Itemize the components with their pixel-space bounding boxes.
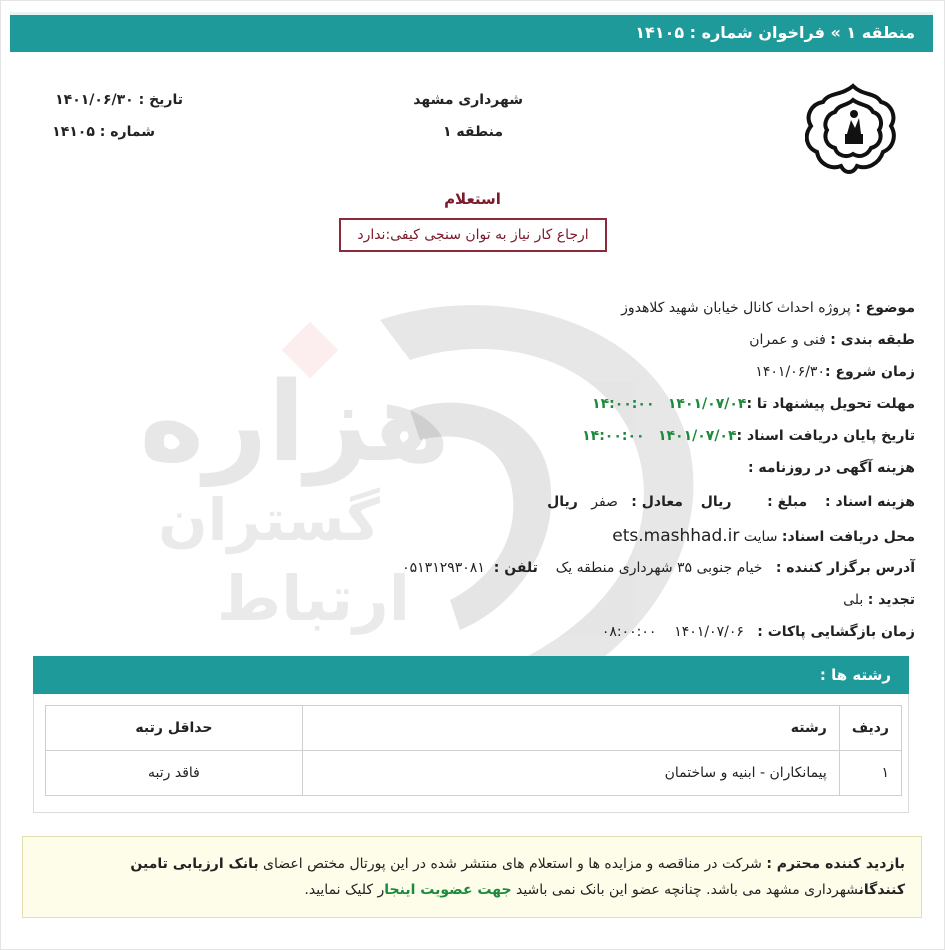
address-value: خیام جنوبی ۳۵ شهرداری منطقه یک: [555, 560, 763, 576]
phone-value: ۰۵۱۳۱۲۹۳۰۸۱: [402, 560, 485, 576]
renew-label: تجدید :: [867, 592, 915, 608]
doc-cost-rial1: ریال: [700, 494, 732, 510]
doc-place-value: سایت: [739, 529, 782, 545]
doc-cost-equiv-label: معادل :: [631, 494, 683, 510]
org-region: منطقه ۱: [442, 124, 503, 140]
doc-end-row: [582, 428, 915, 444]
cell-row-number: ۱: [839, 751, 901, 796]
start-value: ۱۴۰۱/۰۶/۳۰: [755, 364, 825, 380]
deadline-date: ۱۴۰۱/۰۷/۰۴: [667, 396, 747, 412]
category-label: طبقه بندی :: [830, 332, 915, 348]
fields-section: [33, 656, 909, 812]
doc-cost-rial2: ریال: [547, 494, 578, 510]
opening-row: [602, 624, 915, 640]
column-header-field: رشته: [302, 706, 839, 751]
visitor-notice-text: [35, 851, 905, 903]
subject-row: [621, 300, 915, 316]
doc-end-label: تاریخ پایان دریافت اسناد :: [736, 428, 915, 444]
opening-date: ۱۴۰۱/۰۷/۰۶: [674, 624, 744, 640]
renew-row: [843, 592, 915, 608]
category-value: فنی و عمران: [749, 332, 831, 348]
quality-assessment-note: ارجاع کار نیاز به توان سنجی کیفی:ندارد: [339, 218, 607, 252]
mashhad-municipality-logo: [805, 82, 901, 178]
deadline-row: [592, 396, 915, 412]
notice-text-1: شرکت در مناقصه و مزایده ها و استعلام های منتشر شده در این پورتال مختص اعضای: [258, 856, 767, 872]
table-header-row: [46, 706, 902, 751]
notice-text-2: شهرداری مشهد می باشد. چنانچه عضو این بانک نمی باشید: [511, 882, 859, 898]
cell-min-rank: فاقد رتبه: [46, 751, 303, 796]
doc-cost-amount-label: مبلغ :: [767, 494, 808, 510]
deadline-time: ۱۴:۰۰:۰۰: [592, 396, 655, 412]
doc-end-time: ۱۴:۰۰:۰۰: [582, 428, 645, 444]
fields-table: [45, 705, 902, 796]
renew-value: بلی: [843, 592, 868, 608]
doc-cost-row: [547, 494, 915, 510]
doc-end-date: ۱۴۰۱/۰۷/۰۴: [657, 428, 737, 444]
breadcrumb-title: منطقه ۱ » فراخوان شماره : ۱۴۱۰۵: [635, 23, 915, 42]
fields-section-body: [33, 694, 909, 813]
cell-field: پیمانکاران - ابنیه و ساختمان: [302, 751, 839, 796]
document-heading: استعلام: [444, 190, 501, 208]
notice-lead: بازدید کننده محترم :: [766, 856, 905, 872]
column-header-row-number: ردیف: [839, 706, 901, 751]
opening-time: ۰۸:۰۰:۰۰: [601, 624, 657, 640]
org-name: شهرداری مشهد: [413, 92, 523, 108]
address-row: [402, 560, 915, 576]
category-row: [749, 332, 915, 348]
letter-date: تاریخ : ۱۴۰۱/۰۶/۳۰: [55, 92, 183, 108]
doc-place-row: [612, 526, 915, 546]
subject-label: موضوع :: [855, 300, 915, 316]
column-header-min-rank: حداقل رتبه: [46, 706, 303, 751]
table-row: [46, 751, 902, 796]
doc-cost-label: هزینه اسناد :: [825, 494, 915, 510]
notice-text-3: ر کلیک نمایید.: [304, 882, 385, 898]
ad-cost-row: [748, 460, 915, 476]
notice-bank: بانک ارزیابی تامین کنندگان: [130, 856, 905, 898]
fields-section-title: رشته ها :: [819, 666, 891, 684]
letter-number: شماره : ۱۴۱۰۵: [52, 124, 155, 140]
visitor-notice: [22, 836, 922, 918]
start-row: [755, 364, 915, 380]
start-label: زمان شروع :: [824, 364, 915, 380]
top-bar: [10, 12, 933, 52]
doc-place-label: محل دریافت اسناد:: [781, 529, 915, 545]
fields-section-header: [33, 656, 909, 694]
address-label: آدرس برگزار کننده :: [775, 560, 915, 576]
subject-value: پروژه احداث کانال خیابان شهید کلاهدوز: [621, 300, 856, 316]
phone-label: تلفن :: [493, 560, 538, 576]
doc-cost-equiv-value: صفر: [591, 494, 618, 510]
membership-link[interactable]: جهت عضویت اینجا: [384, 882, 512, 898]
watermark-line1: هزاره: [139, 358, 450, 486]
watermark-line2: گستران: [158, 486, 380, 554]
doc-place-site: ets.mashhad.ir: [612, 526, 740, 546]
opening-label: زمان بازگشایی پاکات :: [757, 624, 915, 640]
deadline-label: مهلت تحویل پیشنهاد تا :: [746, 396, 915, 412]
watermark-line3: ارتباط: [216, 562, 410, 635]
ad-cost-label: هزینه آگهی در روزنامه :: [747, 460, 915, 476]
